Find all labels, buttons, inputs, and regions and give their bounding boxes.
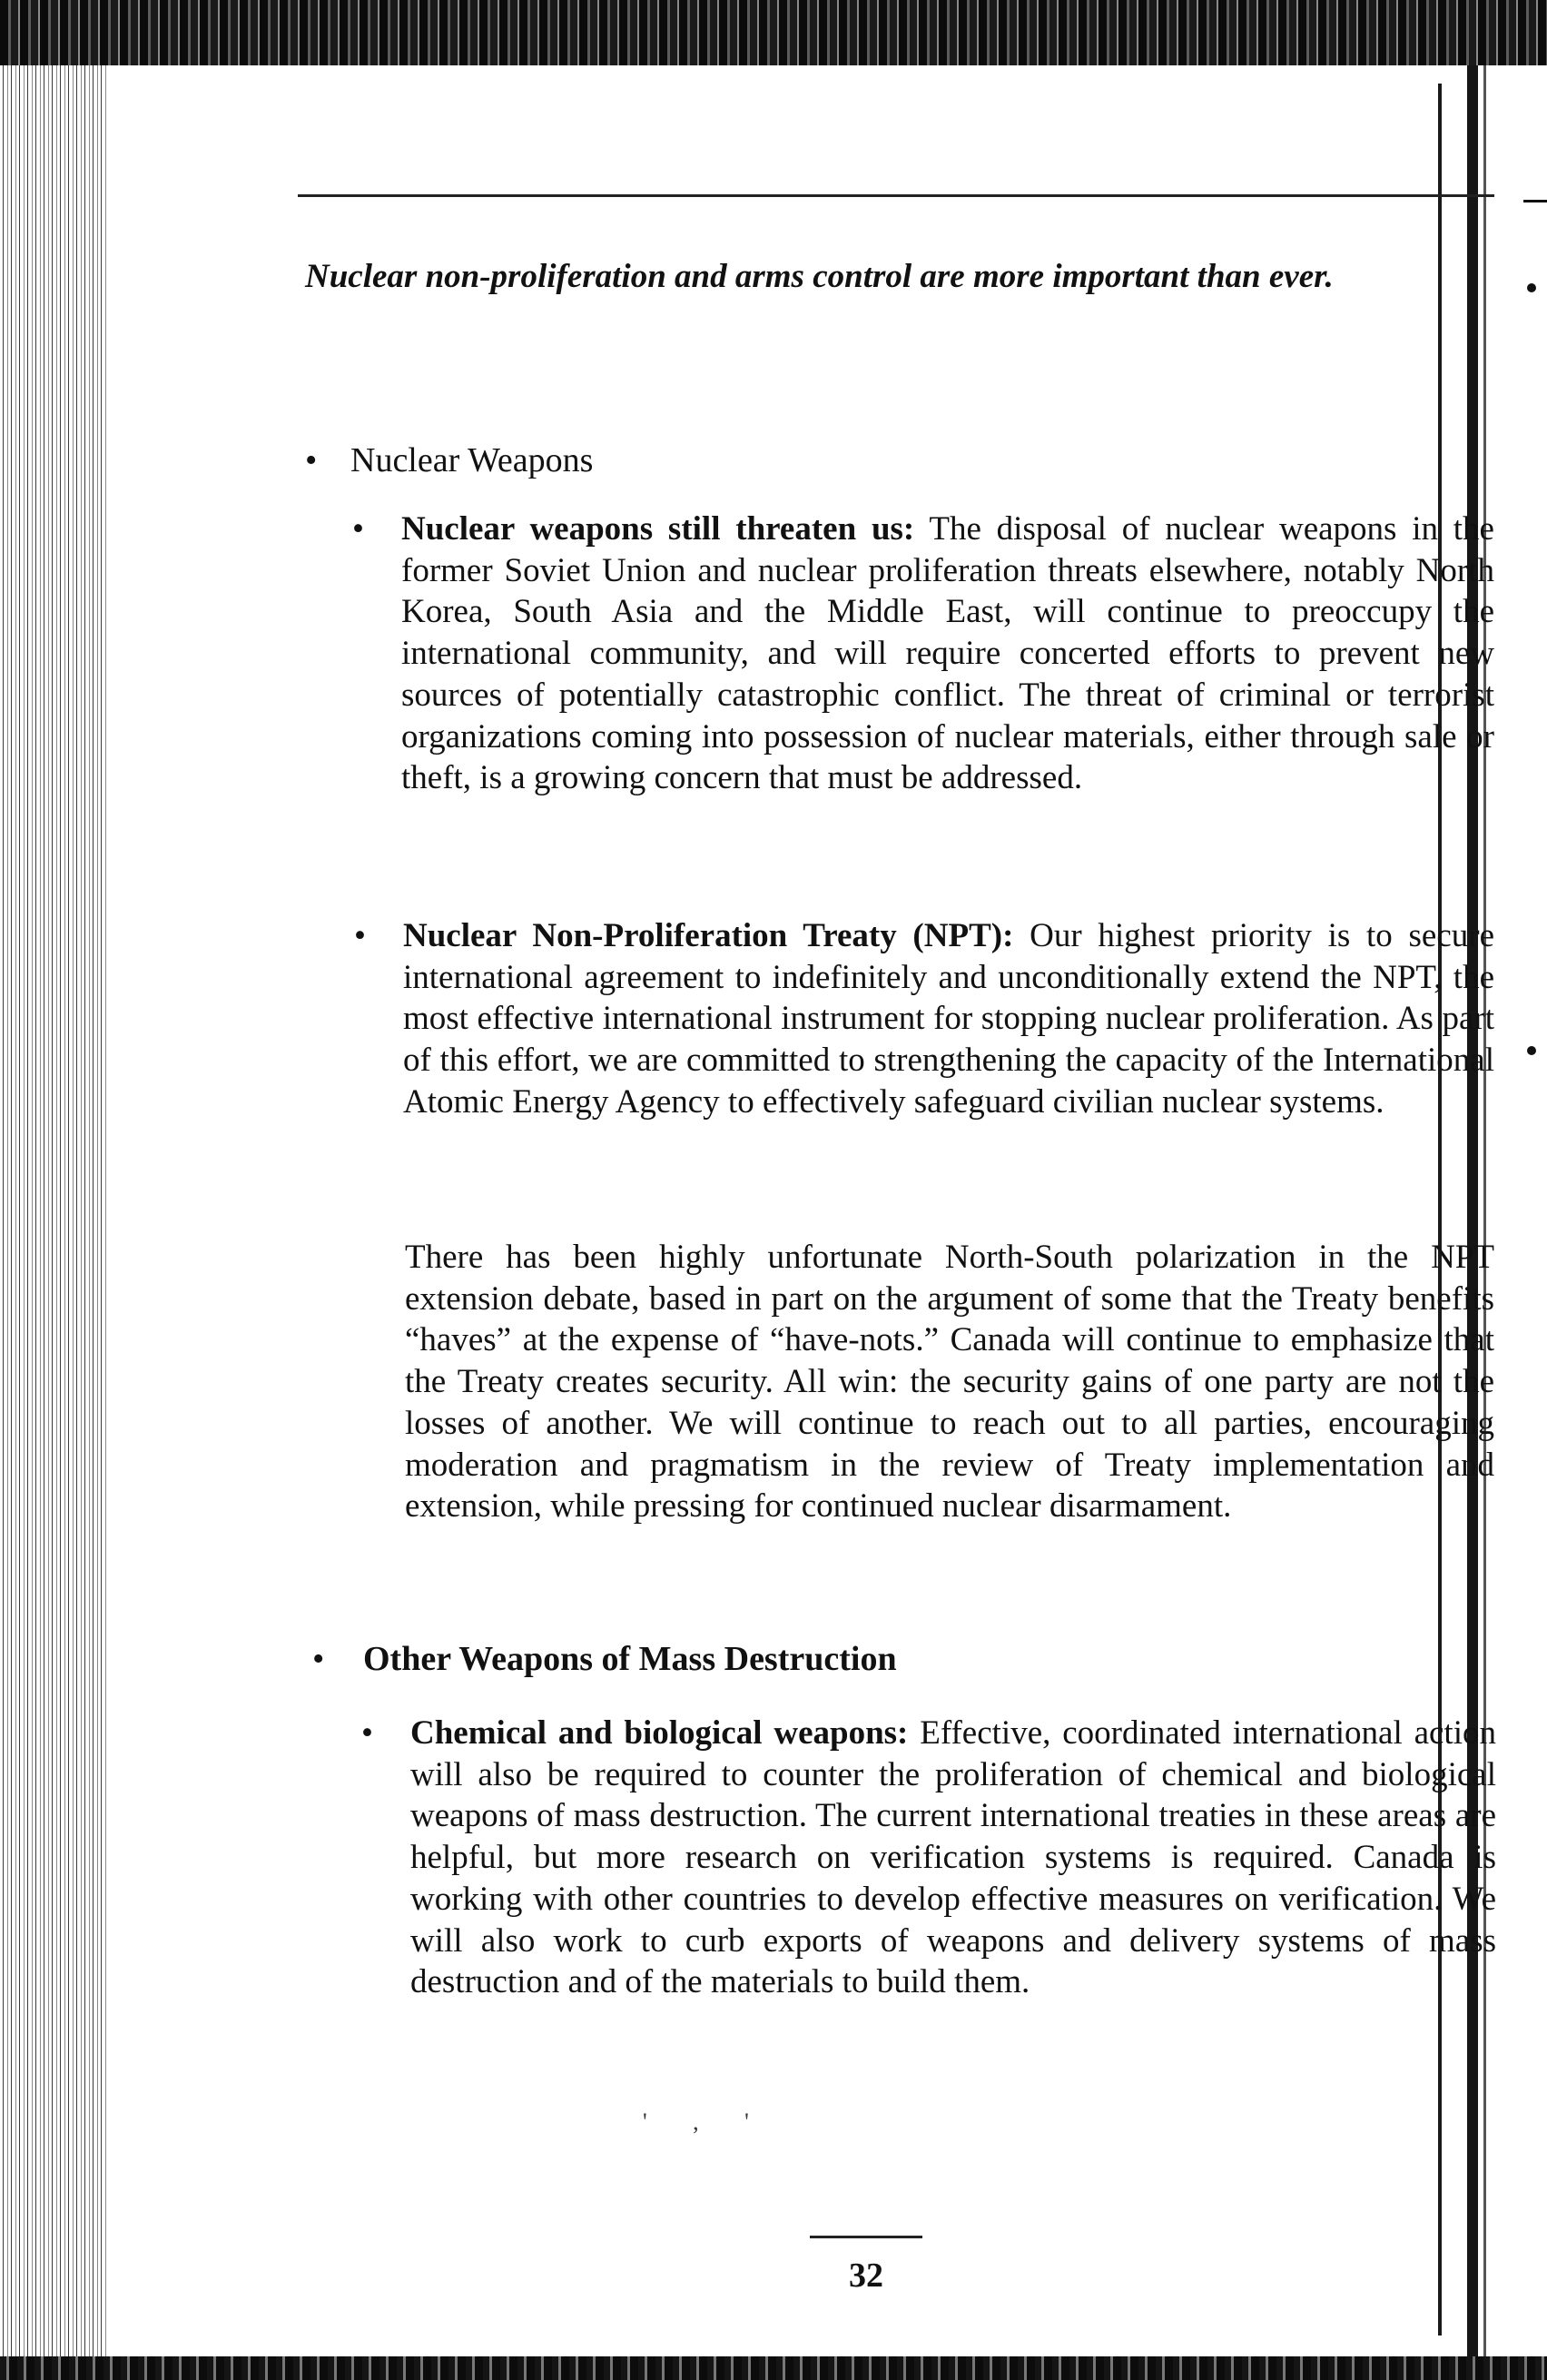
item-text: The disposal of nuclear weapons in the former Soviet Union and nuclear proliferation threats elsewhere, notably North Korea, South Asia and the Middle East, will continue to preoccupy the international community, and will require concerted efforts to prevent new sources of potentially catastrophic conflict. The threat of criminal or terrorist organizations coming into possession of nuclear materials, either through sale or theft, is a growing concern that must be addressed. xyxy=(401,510,1494,797)
item-lead: Chemical and biological weapons: xyxy=(410,1714,909,1752)
facing-page-edge xyxy=(1427,65,1547,2356)
gutter-shadow xyxy=(1467,65,1478,2356)
item-text: Our highest priority is to secure international agreement to indefinitely and unconditionally extend the NPT, the most effective international instrument for stopping nuclear proliferation. As part of this effort, we are committed to strengthening the capacity of the International Atomic Energy Agency to effectively safeguard civilian nuclear systems. xyxy=(403,917,1494,1121)
item-nuclear-threat xyxy=(401,509,1494,799)
item-bullet: • xyxy=(352,510,364,548)
item-chem-bio xyxy=(410,1713,1496,2003)
section-title-nuclear-weapons: Nuclear Weapons xyxy=(350,441,594,479)
section-bullet: • xyxy=(312,1640,325,1678)
scan-top-border xyxy=(0,0,1547,65)
item-bullet: • xyxy=(354,917,366,954)
page-number: 32 xyxy=(849,2257,883,2295)
header-rule xyxy=(298,194,1494,197)
item-npt-continuation: There has been highly unfortunate North-South polarization in the NPT extension debate, based in part on the argument of some that the Treaty benefits “haves” at the expense of “have-nots.” Canada will continue to emphasize that the Treaty creates security. All win: the security gains of one party are not the losses of another. We will continue to reach out to all parties, encouraging moderation and pragmatism in the review of Treaty implementation and extension, while pressing for continued nuclear disarmament. xyxy=(405,1239,1494,1526)
section-bullet: • xyxy=(305,441,318,479)
book-spine-edge xyxy=(0,65,107,2356)
page-heading: Nuclear non-proliferation and arms control are more important than ever. xyxy=(305,258,1334,295)
item-bullet: • xyxy=(361,1714,373,1752)
item-npt xyxy=(403,915,1494,1123)
facing-page-bullet xyxy=(1527,1046,1536,1055)
item-text: Effective, coordinated international action will also be required to counter the proliferation of chemical and biological weapons of mass destruction. The current international treaties in these areas are helpful, but more research on verification systems is required. Canada is working with other countries to develop effective measures on verification. We will also work to curb exports of weapons and delivery systems of mass destruction and of the materials to build them. xyxy=(410,1714,1496,2001)
facing-page-mark xyxy=(1523,200,1547,202)
gutter-line xyxy=(1483,65,1486,2356)
item-lead: Nuclear weapons still threaten us: xyxy=(401,510,915,548)
scan-specks: ' , ' xyxy=(643,2108,769,2135)
section-title-other-wmd: Other Weapons of Mass Destruction xyxy=(363,1640,897,1678)
footer-rule xyxy=(810,2236,922,2238)
item-lead: Nuclear Non-Proliferation Treaty (NPT): xyxy=(403,917,1014,954)
scan-bottom-border xyxy=(0,2356,1547,2380)
facing-page-bullet xyxy=(1527,283,1536,292)
document-page xyxy=(107,65,1496,2356)
